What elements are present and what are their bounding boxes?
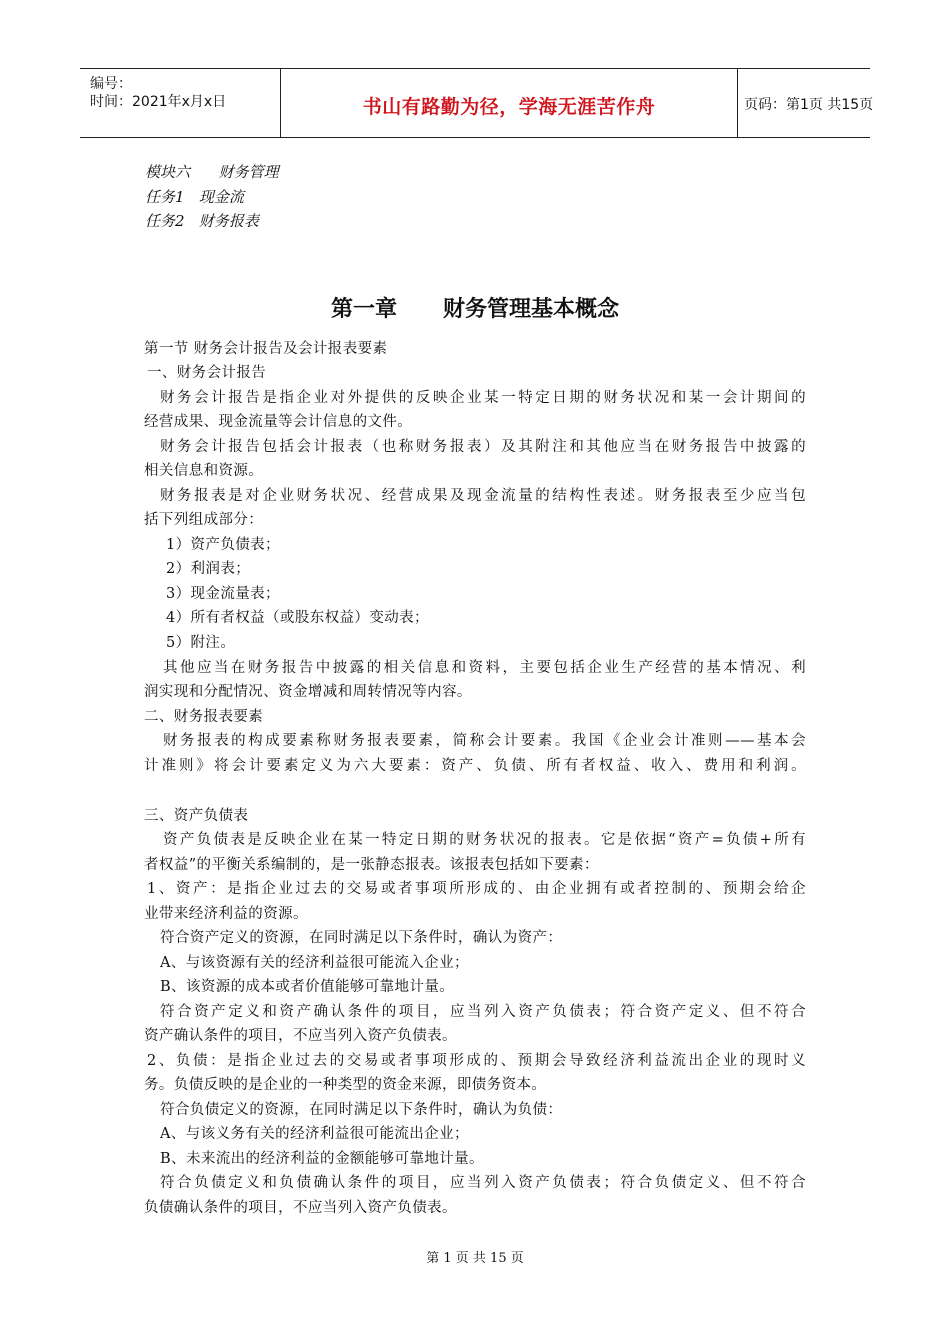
paragraph-line: 符合负债定义的资源，在同时满足以下条件时，确认为负债： bbox=[160, 1102, 563, 1118]
header-motto: 书山有路勤为径，学海无涯苦作舟 bbox=[362, 96, 656, 118]
module-title: 模块六 财务管理 bbox=[145, 163, 279, 181]
paragraph-line: 务。负债反映的是企业的一种类型的资金来源，即债务资本。 bbox=[144, 1077, 547, 1093]
subsection-heading: 二、财务报表要素 bbox=[144, 709, 264, 725]
list-item: B、该资源的成本或者价值能够可靠地计量。 bbox=[160, 979, 455, 995]
module-task-2: 任务2 财务报表 bbox=[145, 212, 259, 230]
list-item: 4）所有者权益（或股东权益）变动表； bbox=[166, 610, 429, 626]
list-item: A、与该资源有关的经济利益很可能流入企业； bbox=[160, 955, 469, 971]
header-page-number: 页码：第1页 共15页 bbox=[744, 97, 874, 113]
paragraph-line: 业带来经济利益的资源。 bbox=[144, 906, 308, 922]
document-number-label: 编号： bbox=[90, 76, 132, 92]
list-item: 3）现金流量表； bbox=[166, 586, 280, 602]
paragraph-line: 计准则》将会计要素定义为六大要素：资产、负债、所有者权益、收入、费用和利润。 bbox=[144, 758, 806, 774]
chapter-title: 第一章 财务管理基本概念 bbox=[331, 297, 619, 322]
paragraph-line: 财务报表是对企业财务状况、经营成果及现金流量的结构性表述。财务报表至少应当包 bbox=[160, 488, 806, 504]
paragraph-line: 括下列组成部分： bbox=[144, 512, 264, 528]
paragraph-line: 符合资产定义和资产确认条件的项目，应当列入资产负债表；符合资产定义、但不符合 bbox=[160, 1004, 806, 1020]
subsection-heading: 一、财务会计报告 bbox=[147, 365, 267, 381]
section-heading: 第一节 财务会计报告及会计报表要素 bbox=[144, 341, 388, 357]
document-header bbox=[80, 68, 874, 138]
paragraph-line: 财务报表的构成要素称财务报表要素，简称会计要素。我国《企业会计准则——基本会 bbox=[163, 733, 806, 749]
paragraph-line: 财务会计报告是指企业对外提供的反映企业某一特定日期的财务状况和某一会计期间的 bbox=[160, 390, 806, 406]
paragraph-line: 者权益”的平衡关系编制的，是一张静态报表。该报表包括如下要素： bbox=[144, 857, 599, 873]
list-item: 5）附注。 bbox=[166, 635, 236, 651]
paragraph-line: 润实现和分配情况、资金增减和周转情况等内容。 bbox=[144, 684, 472, 700]
paragraph-line: 经营成果、现金流量等会计信息的文件。 bbox=[144, 414, 413, 430]
document-date-label: 时间：2021年x月x日 bbox=[90, 94, 227, 110]
list-item: 1）资产负债表； bbox=[166, 537, 280, 553]
list-item: B、未来流出的经济利益的金额能够可靠地计量。 bbox=[160, 1151, 484, 1167]
header-motto-cell bbox=[280, 69, 738, 137]
paragraph-line: 符合负债定义和负债确认条件的项目，应当列入资产负债表；符合负债定义、但不符合 bbox=[160, 1175, 806, 1191]
list-item: 2）利润表； bbox=[166, 561, 251, 577]
page-footer: 第 1 页 共 15 页 bbox=[426, 1251, 524, 1266]
header-page-cell bbox=[738, 69, 874, 137]
paragraph-line: 负债确认条件的项目，不应当列入资产负债表。 bbox=[144, 1200, 457, 1216]
paragraph-line: 资产确认条件的项目，不应当列入资产负债表。 bbox=[144, 1028, 457, 1044]
paragraph-line: 2、负债：是指企业过去的交易或者事项形成的、预期会导致经济利益流出企业的现时义 bbox=[147, 1053, 806, 1069]
list-item: A、与该义务有关的经济利益很可能流出企业； bbox=[160, 1126, 469, 1142]
paragraph-line: 资产负债表是反映企业在某一特定日期的财务状况的报表。它是依据“资产=负债+所有 bbox=[163, 832, 806, 848]
paragraph-line: 符合资产定义的资源，在同时满足以下条件时，确认为资产： bbox=[160, 930, 563, 946]
paragraph-line: 1、资产：是指企业过去的交易或者事项所形成的、由企业拥有或者控制的、预期会给企 bbox=[147, 881, 806, 897]
paragraph-line: 相关信息和资源。 bbox=[144, 463, 264, 479]
module-task-1: 任务1 现金流 bbox=[145, 188, 244, 206]
header-meta-cell bbox=[80, 69, 280, 137]
subsection-heading: 三、资产负债表 bbox=[144, 808, 249, 824]
paragraph-line: 其他应当在财务报告中披露的相关信息和资料，主要包括企业生产经营的基本情况、利 bbox=[163, 660, 806, 676]
paragraph-line: 财务会计报告包括会计报表（也称财务报表）及其附注和其他应当在财务报告中披露的 bbox=[160, 439, 806, 455]
